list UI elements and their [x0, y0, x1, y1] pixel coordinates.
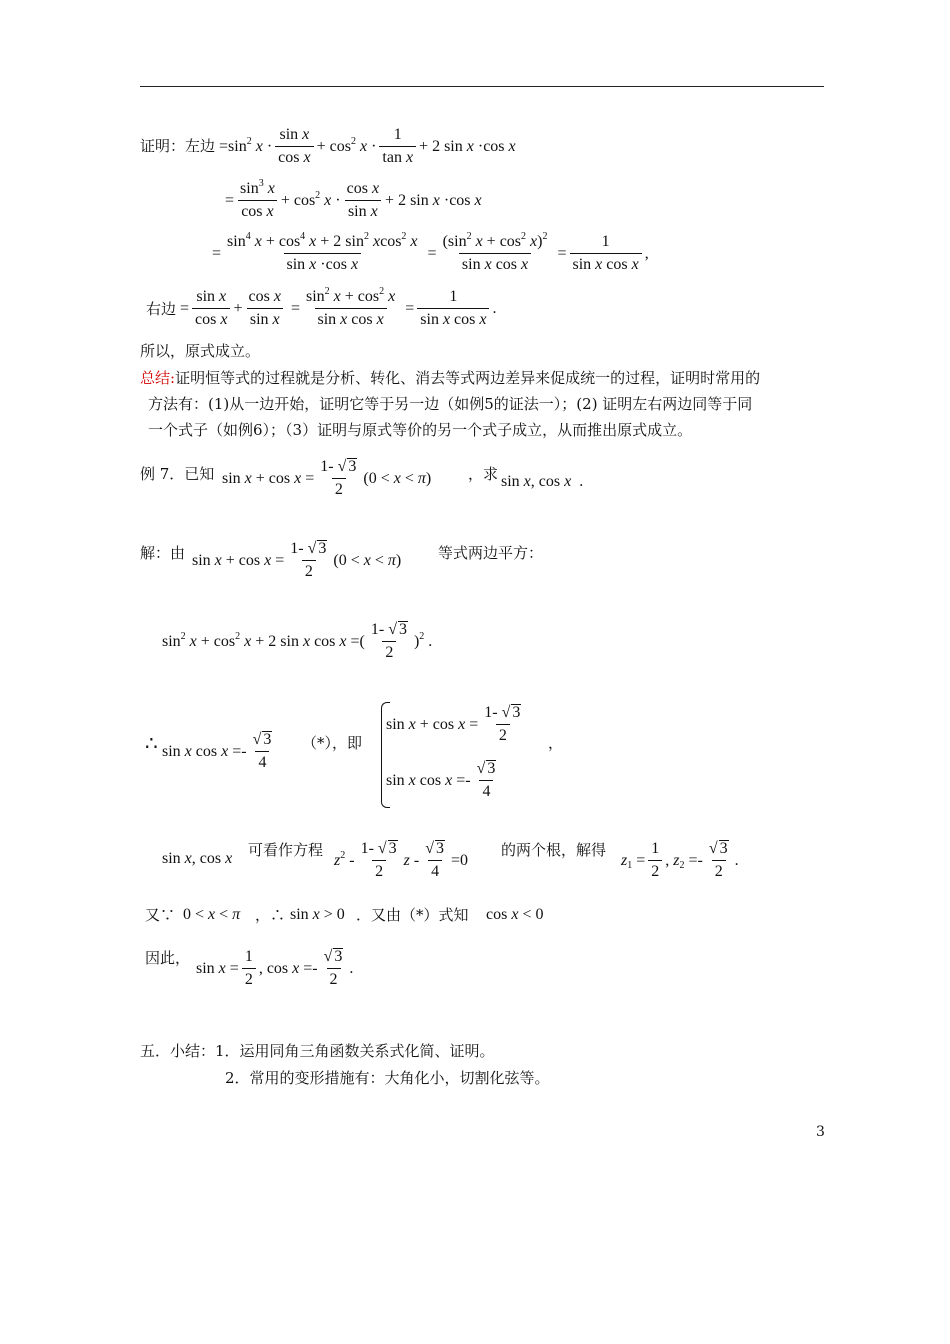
conclusion: 所以，原式成立。 — [140, 342, 261, 360]
summary-label: 总结: — [140, 369, 176, 387]
right-label: 右边 — [146, 300, 177, 318]
summary-line-1: 总结:证明恒等式的过程就是分析、转化、消去等式两边差异来促成统一的过程，证明时常用的 — [140, 369, 761, 387]
hence-text: 因此， — [145, 949, 191, 967]
final-answer: sin x = $\frac{1}{2}$ , cos x =- √ 3 2 . — [196, 948, 354, 988]
fraction: $\frac{\sin^2 x + \cos^2 x}{\text{sin x cos x}}$ — [305, 286, 396, 328]
fraction: $\frac{1}{\text{sin x cos x}}$ — [417, 288, 489, 329]
fraction: $\frac{1}{2}$ — [242, 948, 256, 989]
fraction: 1 tan x — [379, 126, 416, 167]
therefore-symbol: ∴ — [145, 731, 158, 755]
fraction: $\frac{1}{2}$ — [648, 840, 662, 881]
fraction: 1- √ 3 2 — [370, 621, 407, 661]
system-comma: ， — [548, 734, 564, 752]
fraction: √ 3 4 — [252, 731, 272, 771]
sin-positive: sin x > 0 — [290, 906, 345, 923]
proof-label: 证明：左边 — [140, 138, 216, 155]
fraction: $\frac{\text{sin x}}{\text{cos x}}$ — [192, 288, 230, 329]
fraction: 1- √ 3 2 — [360, 840, 397, 880]
cos-negative: cos x < 0 — [486, 906, 544, 923]
example-7-given: sin x + cos x = $\frac{1- √ 3}{2}$ (0 < x < π) — [222, 458, 432, 498]
summary-line-3: 一个式子（如例6）；（3）证明与原式等价的另一个式子成立，从而推出原式成立。 — [148, 421, 693, 439]
proof-line-3: = $\frac{\sin^4 x + \cos^4 x + 2 \sin^2 xcos^2 x}{\text{sin x ·cos x}}$ = $\frac{(\sin^2 x + \cos^2 x)^2}{\text{sin x cos x}}$ = $\frac{1}{\text{sin x cos x}}$ , — [212, 231, 649, 273]
example-7-label: 例 7．已知 — [140, 465, 215, 483]
summary-line-2: 方法有：(1)从一边开始，证明它等于另一边（如例5的证法一）；(2) 证明左右两边同等于同 — [148, 395, 753, 413]
fraction: $\frac{1}{\text{sin x cos x}}$ — [570, 233, 642, 274]
fraction: $\frac{1- √ 3}{2}$ — [484, 704, 521, 744]
fraction: $\frac{\text{cos x}}{\text{sin x}}$ — [248, 288, 281, 328]
solution-given: sin x + cos x = $\frac{1- √ 3}{2}$ (0 < x < π) — [192, 540, 402, 580]
fraction: $\frac{\sin^3 x}{\text{cos x}}$ — [240, 178, 275, 220]
fraction: $\frac{\sin^4 x + \cos^4 x + 2 \sin^2 xcos^2 x}{\text{sin x ·cos x}}$ — [227, 231, 418, 273]
squared-equation: $\sin^2 x + \cos^2 x + 2$ sin x cos x =( 1- √ 3 2 )$^2$ . — [162, 621, 433, 661]
fraction: √ 3 2 — [708, 840, 728, 880]
x-range: 0 < x < π — [183, 906, 241, 923]
page-number: 3 — [816, 1124, 825, 1140]
header-rule — [140, 86, 824, 87]
star-note: （*），即 — [302, 734, 363, 752]
roots-vars: sin x, cos x — [162, 850, 233, 867]
system-eq-1: sin x + cos x = $\frac{1- √ 3}{2}$ — [386, 704, 527, 745]
fraction: $\frac{1- √ 3}{2}$ — [320, 458, 357, 498]
fraction: $\frac{(\sin^2 x + \cos^2 x)^2}{\text{sin x cos x}}$ — [442, 231, 548, 273]
fraction: cos x sin x — [346, 180, 380, 220]
product-equation: sin x cos x =- √ 3 4 — [162, 731, 278, 772]
section-5-line-2: 2．常用的变形措施有：大角化小，切割化弦等。 — [225, 1069, 550, 1087]
example-7-ask: ，求 — [468, 465, 499, 483]
roots-solution: $z_1$ = $\frac{1}{2}$ , $z_2$ =- √ 3 2 . — [621, 840, 739, 880]
fraction: sin x cos x — [275, 126, 313, 167]
solution-label: 解：由 — [140, 544, 186, 562]
quadratic-equation: $z^2$ - 1- √ 3 2 z - $\frac{√ 3}{4}$ =0 — [334, 840, 469, 880]
section-5-line-1: 五．小结：1．运用同角三角函数关系式化简、证明。 — [140, 1042, 495, 1060]
solution-tail: 等式两边平方： — [438, 544, 544, 562]
proof-line-1: 证明：左边 $=\sin^2$ x · sin x cos x + $\cos^2 x$ · 1 tan x + 2 sin x ·cos x — [140, 126, 516, 166]
example-7-target: sin x, cos x . — [501, 473, 584, 490]
again-2-text: ．又由（*）式知 — [356, 906, 469, 924]
again-text: 又∵ — [145, 906, 176, 924]
therefore-2: ，∴ — [255, 906, 286, 924]
fraction: √ 3 2 — [323, 948, 343, 988]
fraction: $\frac{√ 3}{4}$ — [425, 840, 445, 880]
proof-line-2: = $\frac{\sin^3 x}{\text{cos x}}$ + $\cos^2 x$ · cos x sin x + 2 sin x ·cos x — [225, 178, 482, 220]
right-side-line: 右边 = $\frac{\text{sin x}}{\text{cos x}}$ + $\frac{\text{cos x}}{\text{sin x}}$ = $\frac{\sin^2 x + \cos^2 x}{\text{sin x cos x}}$ = $\frac{1}{\text{sin x cos x}}$ . — [146, 286, 497, 328]
two-roots-text: 的两个根，解得 — [501, 841, 607, 859]
system-eq-2: sin x cos x =- √ 3 4 — [386, 760, 502, 801]
fraction: √ 3 4 — [476, 760, 496, 800]
fraction: $\frac{1- √ 3}{2}$ — [290, 540, 327, 580]
can-see-text: 可看作方程 — [248, 841, 324, 859]
